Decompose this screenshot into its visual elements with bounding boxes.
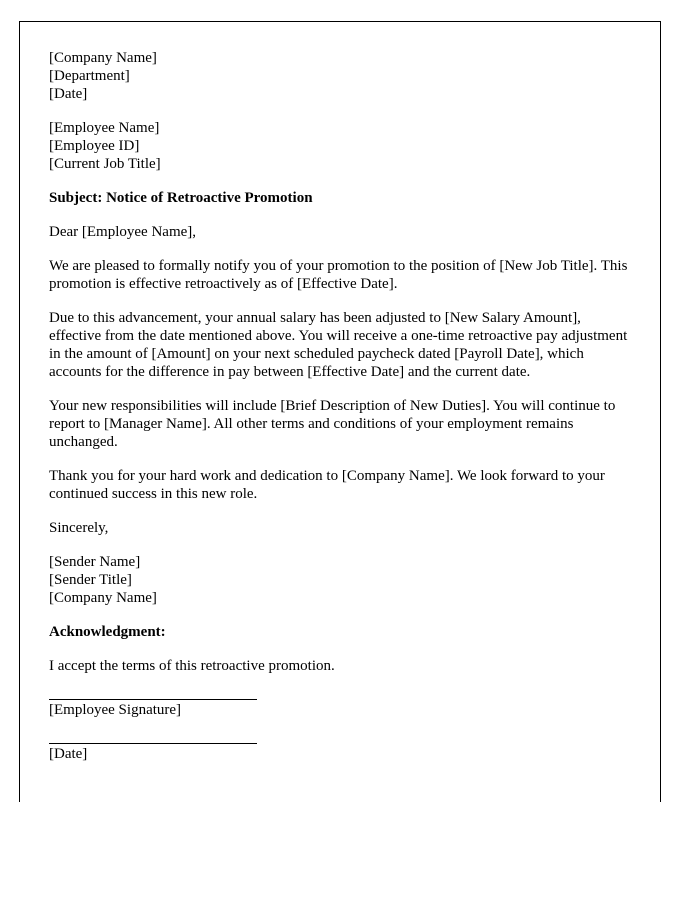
subject-line: Subject: Notice of Retroactive Promotion: [49, 190, 313, 206]
recipient-name: [Employee Name]: [49, 120, 160, 136]
paragraph-promotion: We are pleased to formally notify you of your promotion to the position of [New Job Title]. This promotion is effective retroactively as of [Effective Date].: [49, 258, 628, 292]
paragraph-thanks: Thank you for your hard work and dedication to [Company Name]. We look forward to your continued success in this new role.: [49, 468, 605, 502]
date-label: [Date]: [49, 746, 88, 762]
employee-signature-label: [Employee Signature]: [49, 702, 182, 718]
sender-header: [49, 49, 634, 103]
closing: Sincerely,: [49, 520, 109, 536]
header-company: [Company Name]: [49, 50, 157, 66]
letter-content: [49, 49, 634, 763]
header-department: [Department]: [49, 68, 130, 84]
header-date: [Date]: [49, 86, 88, 102]
sender-title: [Sender Title]: [49, 572, 132, 588]
date-signature-line: [49, 743, 257, 744]
recipient-title: [Current Job Title]: [49, 156, 161, 172]
recipient-id: [Employee ID]: [49, 138, 140, 154]
sender-signature-block: [49, 553, 634, 607]
sender-company: [Company Name]: [49, 590, 157, 606]
acknowledgment-statement: I accept the terms of this retroactive promotion.: [49, 658, 335, 674]
recipient-block: [49, 119, 634, 173]
salutation: Dear [Employee Name],: [49, 224, 197, 240]
acknowledgment-heading: Acknowledgment:: [49, 624, 166, 640]
paragraph-salary: Due to this advancement, your annual salary has been adjusted to [New Salary Amount], effective from the date mentioned above. You will receive a one-time retroactive pay adjustment in the amount of [Amount] on your next scheduled paycheck dated [Payroll Date], which accounts for the difference in pay between [Effective Date] and the current date.: [49, 310, 628, 380]
letter-page: [19, 21, 661, 802]
paragraph-responsibilities: Your new responsibilities will include [Brief Description of New Duties]. You will continue to report to [Manager Name]. All other terms and conditions of your employment remains unchanged.: [49, 398, 616, 450]
sender-name: [Sender Name]: [49, 554, 141, 570]
employee-signature-line: [49, 699, 257, 700]
